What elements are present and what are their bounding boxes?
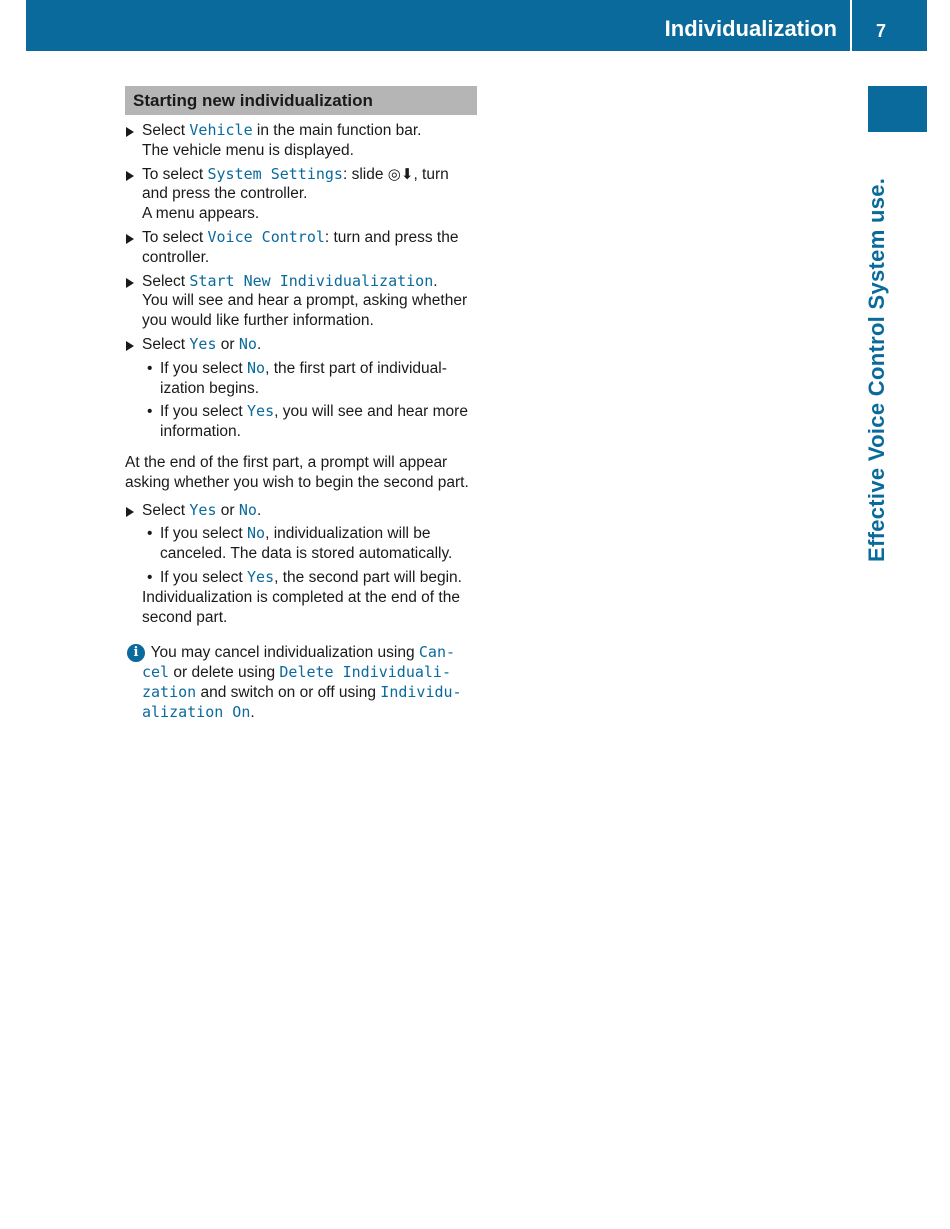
bullet-text: If you select	[160, 359, 248, 377]
ui-label-individualization-on: Individu-alization On	[142, 682, 462, 721]
step-arrow-icon	[126, 278, 134, 288]
note-text: You may cancel individualization using	[150, 644, 419, 662]
step-text: Select	[142, 335, 190, 353]
step-result: The vehicle menu is displayed.	[142, 141, 354, 159]
header-bar	[26, 0, 927, 51]
note-text: or delete using	[169, 664, 280, 682]
step-text: or	[216, 501, 239, 519]
bullet-text: If you select	[160, 525, 248, 543]
bullet-text: , individualization will be canceled. The data is stored automatically.	[160, 525, 453, 563]
ui-label-yes: Yes	[247, 402, 275, 421]
step-start-new-individualization	[125, 272, 477, 331]
step-text: : turn and press the controller.	[142, 228, 459, 266]
step-arrow-icon	[126, 341, 134, 351]
bullet-text: , you will see and hear more information.	[160, 403, 468, 441]
step-text: To select	[142, 165, 208, 183]
ui-label-no: No	[247, 358, 266, 377]
info-note	[125, 643, 477, 722]
bullet-item	[125, 359, 477, 399]
bullet-text: , the first part of individual-ization begins.	[160, 359, 447, 397]
main-content	[125, 86, 477, 723]
step-text: , turn and press the controller.	[142, 165, 449, 203]
ui-label-yes: Yes	[189, 500, 217, 519]
bullet-dot-icon: •	[147, 568, 153, 586]
ui-label-system-settings: System Settings	[207, 164, 343, 183]
chapter-title: Individualization	[664, 16, 837, 41]
step-text: Select	[142, 122, 190, 139]
page-number: 7	[875, 21, 886, 41]
bullet-text: , the second part will begin.	[274, 568, 462, 586]
ui-label-yes: Yes	[189, 334, 217, 353]
step-text: Select	[142, 272, 190, 290]
step-text: or	[216, 335, 239, 353]
step-text: .	[256, 335, 262, 353]
ui-label-yes: Yes	[247, 567, 275, 586]
step-text: : slide	[342, 165, 388, 183]
step-select-yes-no	[125, 335, 477, 355]
ui-label-voice-control: Voice Control	[207, 227, 325, 246]
step-arrow-icon	[126, 507, 134, 517]
bullet-text: If you select	[160, 403, 248, 421]
ui-label-no: No	[238, 334, 257, 353]
step-result: You will see and hear a prompt, asking whether you would like further information.	[142, 292, 468, 330]
note-text: .	[250, 703, 255, 721]
step-system-settings	[125, 165, 477, 224]
controller-slide-icon: ◎⬇	[387, 165, 414, 183]
step-arrow-icon	[126, 127, 134, 137]
body-paragraph: At the end of the first part, a prompt will appear asking whether you wish to begin the second part.	[125, 453, 469, 491]
ui-label-no: No	[247, 524, 266, 543]
ui-label-start-new-individualization: Start New Individualization	[189, 271, 434, 290]
ui-label-delete-individualization: Delete Individuali-zation	[142, 663, 451, 701]
step-voice-control	[125, 228, 477, 268]
bullet-item	[125, 568, 477, 588]
bullet-dot-icon: •	[147, 359, 153, 377]
step-select-vehicle	[125, 121, 477, 161]
ui-label-cancel: Can-cel	[142, 643, 456, 682]
bullet-item	[125, 524, 477, 564]
step-text: To select	[142, 228, 208, 246]
bullet-item	[125, 402, 477, 442]
step-arrow-icon	[126, 171, 134, 181]
step-text: in the main function bar.	[252, 122, 422, 139]
note-text: and switch on or off using	[196, 683, 381, 701]
bullet-dot-icon: •	[147, 525, 153, 543]
completion-text: Individualization is completed at the end of the second part.	[142, 588, 460, 626]
ui-label-no: No	[238, 500, 257, 519]
info-icon: i	[127, 644, 145, 662]
step-text: Select	[142, 501, 190, 519]
step-result: A menu appears.	[142, 205, 260, 223]
chapter-tab-marker	[868, 86, 927, 132]
step-select-yes-no-second	[125, 501, 477, 521]
ui-label-vehicle: Vehicle	[189, 121, 253, 139]
step-arrow-icon	[126, 234, 134, 244]
bullet-text: If you select	[160, 568, 248, 586]
step-text: .	[433, 272, 438, 290]
bullet-dot-icon: •	[147, 403, 153, 421]
step-text: .	[256, 501, 262, 519]
section-heading: Starting new individualization	[125, 86, 477, 115]
section-side-title: Effective Voice Control System use.	[864, 177, 889, 562]
